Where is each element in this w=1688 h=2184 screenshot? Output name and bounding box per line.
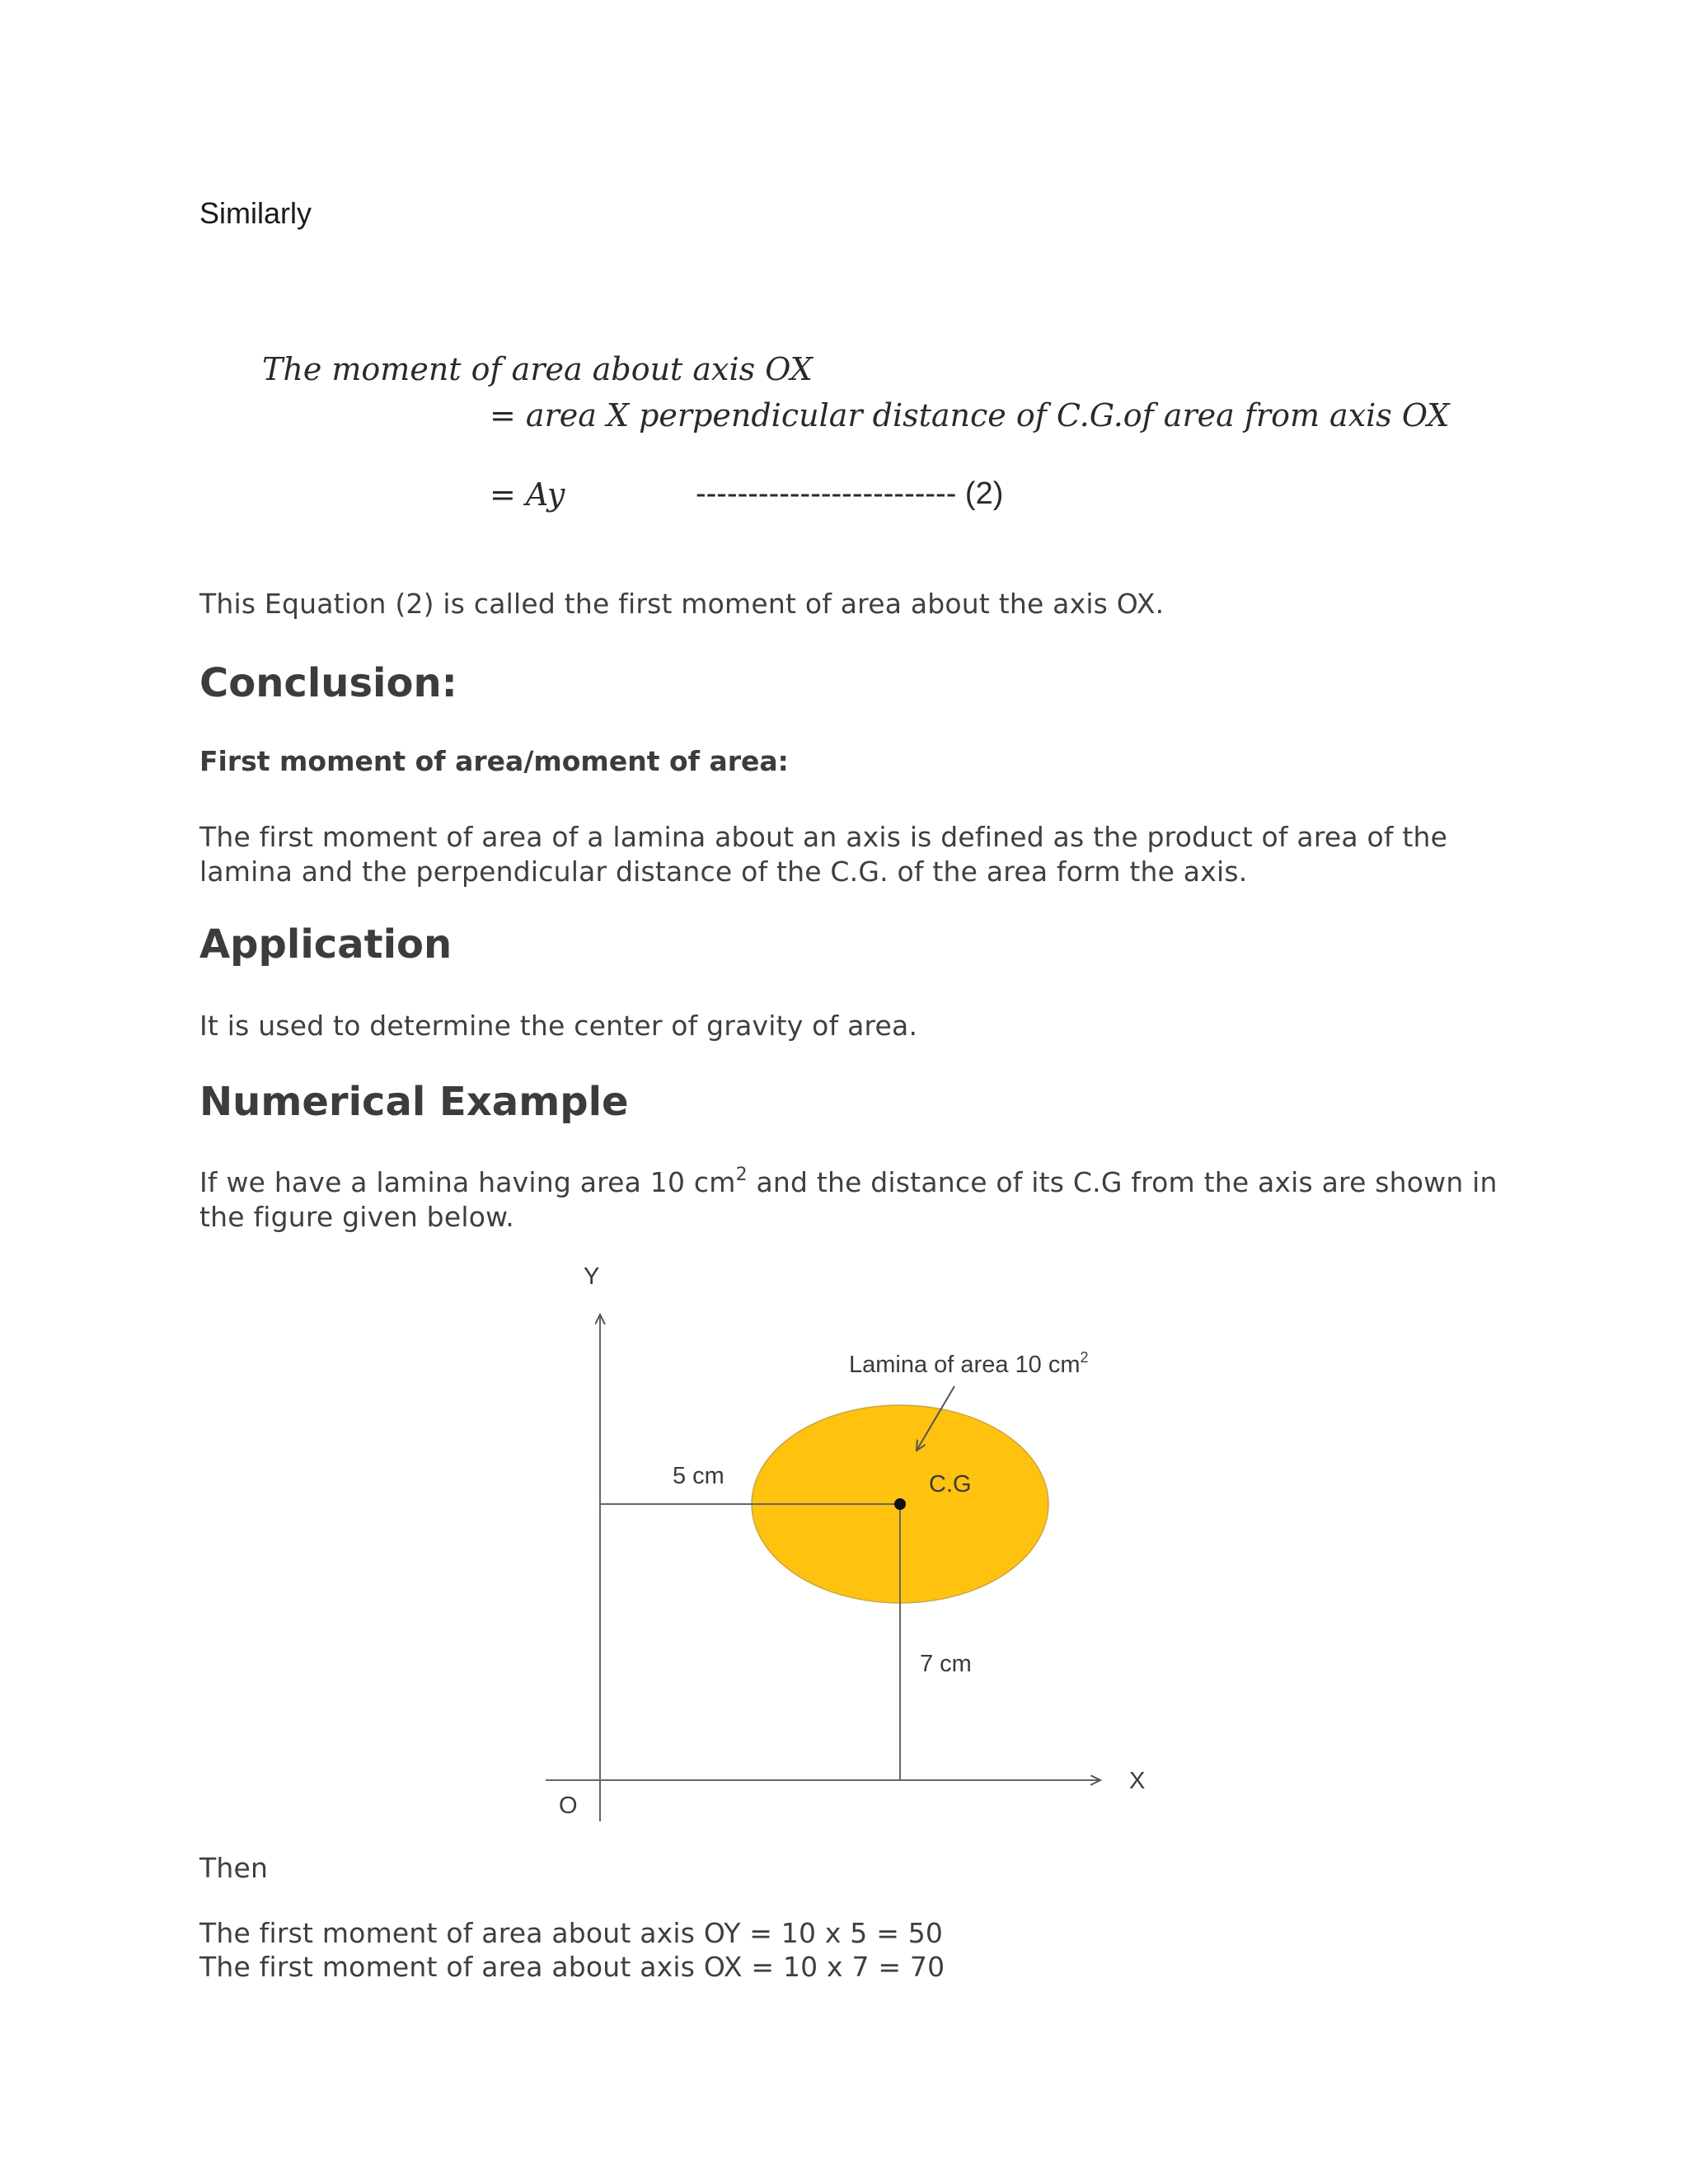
- distance-7cm-label: 7 cm: [920, 1651, 972, 1677]
- definition-text: The first moment of area of a lamina about an axis is defined as the product of area of the lamina and the perpendicular distance of the C.G. of the area form the axis.: [199, 821, 1448, 888]
- distance-5cm-label: 5 cm: [673, 1463, 724, 1489]
- equation-line-3-rhs: ------------------------- (2): [696, 476, 1004, 511]
- cg-point: [894, 1498, 906, 1510]
- equation-line-1: The moment of area about axis OX: [262, 351, 813, 387]
- equation-note: This Equation (2) is called the first moment of area about the axis OX.: [199, 588, 1165, 620]
- result-ox-line: The first moment of area about axis OX = 10 x 7 = 70: [199, 1951, 945, 1983]
- result-oy-line: The first moment of area about axis OY = 10 x 5 = 50: [199, 1917, 944, 1949]
- intro-text: Similarly: [199, 196, 312, 230]
- application-text: It is used to determine the center of gravity of area.: [199, 1010, 918, 1042]
- origin-label: O: [559, 1793, 578, 1819]
- example-text: [199, 1165, 1502, 1235]
- application-heading: Application: [199, 921, 452, 968]
- example-text-part-2: and the distance of its C.G from the axis are shown in the figure given below.: [199, 1166, 1498, 1233]
- example-text-part-1: If we have a lamina having area 10 cm: [199, 1166, 736, 1198]
- y-axis-label: Y: [584, 1263, 600, 1290]
- conclusion-subheading: First moment of area/moment of area:: [199, 745, 789, 777]
- lamina-figure: [528, 1253, 1187, 1830]
- equation-line-2: = area X perpendicular distance of C.G.of area from axis OX: [490, 397, 1450, 434]
- conclusion-heading: Conclusion:: [199, 660, 457, 706]
- lamina-label-superscript: 2: [1080, 1349, 1089, 1366]
- cg-label: C.G: [929, 1471, 972, 1497]
- lamina-label-text: Lamina of area 10 cm: [849, 1352, 1081, 1378]
- example-text-superscript: 2: [735, 1165, 748, 1185]
- x-axis-label: X: [1129, 1768, 1146, 1794]
- lamina-area-label: [849, 1349, 1089, 1378]
- numerical-example-heading: Numerical Example: [199, 1079, 629, 1125]
- equation-line-3-lhs: = Ay: [490, 476, 565, 513]
- then-text: Then: [199, 1852, 269, 1884]
